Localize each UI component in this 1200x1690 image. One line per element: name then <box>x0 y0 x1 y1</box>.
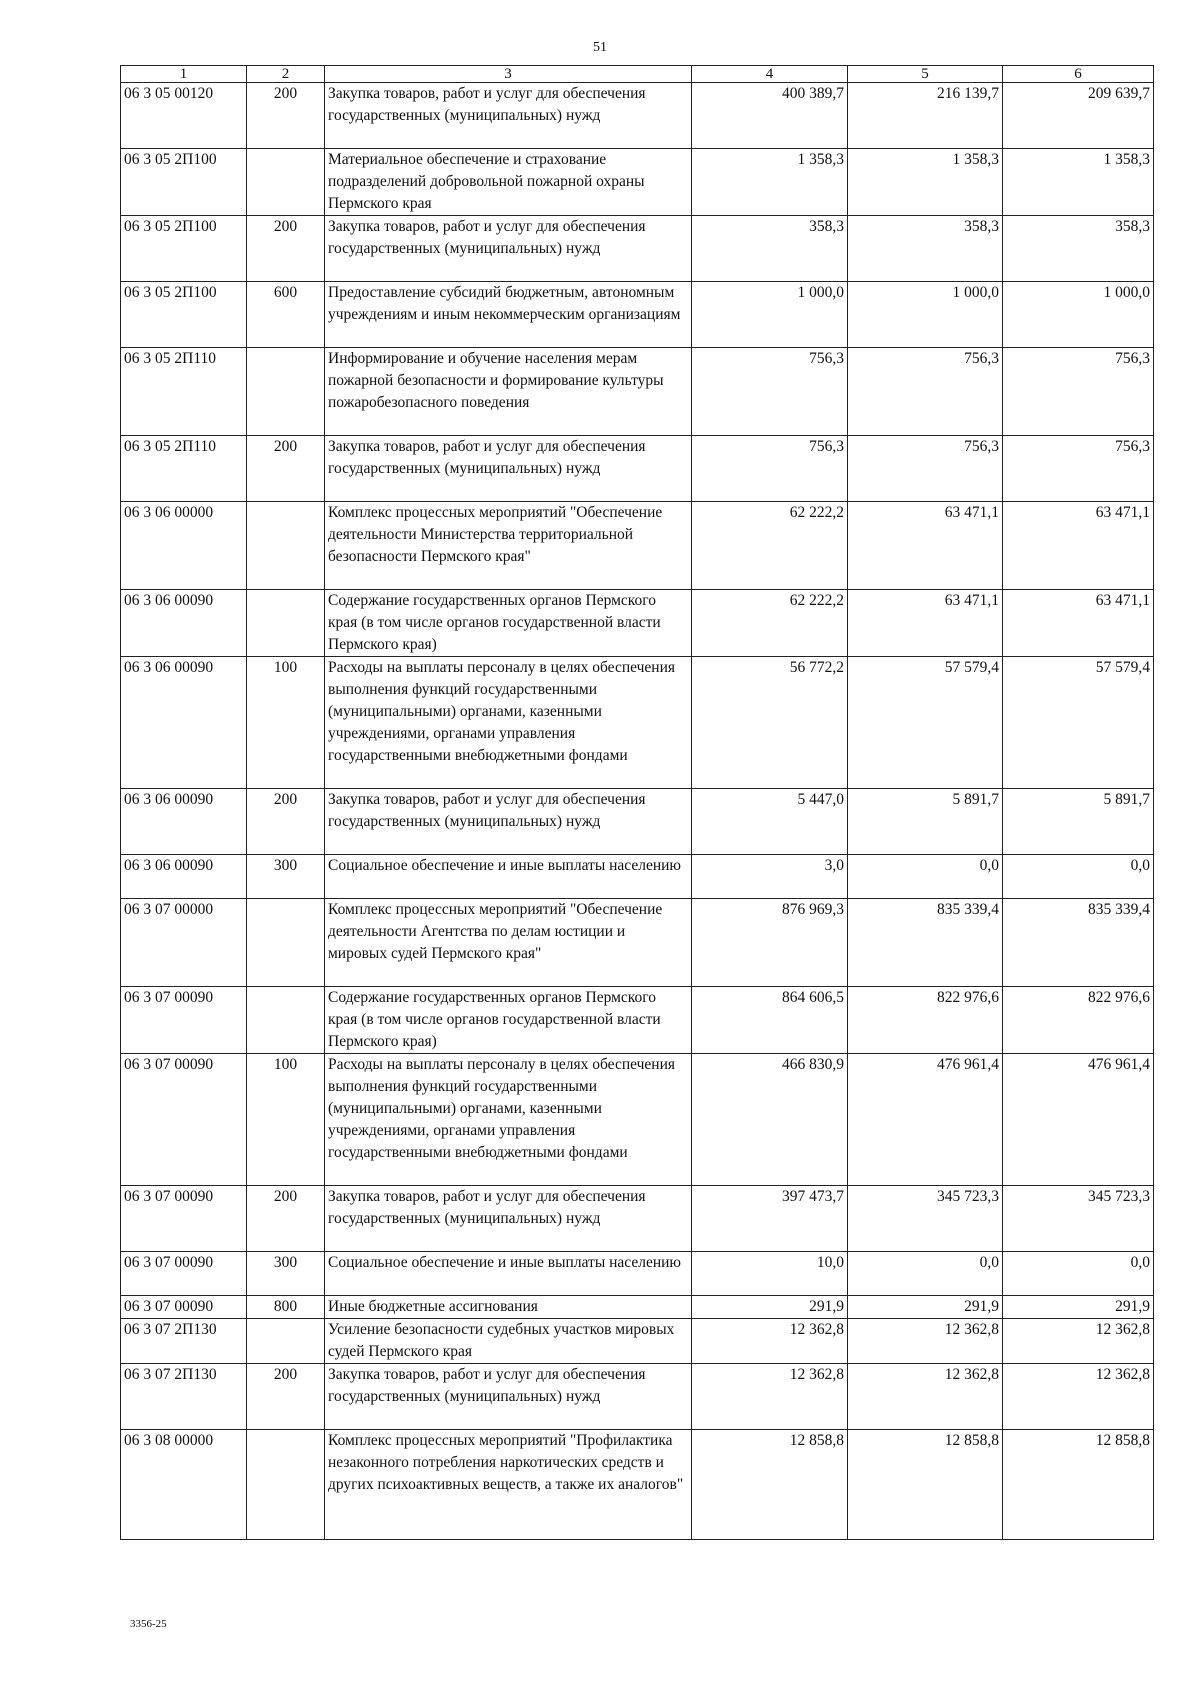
cell-value-5: 0,0 <box>848 1252 1003 1296</box>
cell-value-4: 56 772,2 <box>692 657 848 789</box>
cell-value-6: 756,3 <box>1003 436 1154 502</box>
cell-value-5: 756,3 <box>848 436 1003 502</box>
table-row <box>121 502 1154 590</box>
cell-value-4: 12 858,8 <box>692 1430 848 1540</box>
column-header: 5 <box>848 66 1003 83</box>
cell-code: 06 3 05 00120 <box>121 83 247 149</box>
cell-code: 06 3 06 00090 <box>121 657 247 789</box>
table-row <box>121 1252 1154 1296</box>
cell-value-5: 5 891,7 <box>848 789 1003 855</box>
cell-value-6: 345 723,3 <box>1003 1186 1154 1252</box>
cell-value-6: 291,9 <box>1003 1296 1154 1319</box>
cell-name: Содержание государственных органов Пермского края (в том числе органов государственной власти Пермского края) <box>325 590 692 657</box>
cell-value-6: 1 358,3 <box>1003 149 1154 216</box>
cell-name: Социальное обеспечение и иные выплаты населению <box>325 1252 692 1296</box>
cell-code: 06 3 05 2П110 <box>121 436 247 502</box>
cell-expense-type <box>247 348 325 436</box>
cell-value-5: 63 471,1 <box>848 502 1003 590</box>
cell-value-4: 1 000,0 <box>692 282 848 348</box>
cell-name: Предоставление субсидий бюджетным, автономным учреждениям и иным некоммерческим организациям <box>325 282 692 348</box>
cell-value-4: 10,0 <box>692 1252 848 1296</box>
cell-value-5: 63 471,1 <box>848 590 1003 657</box>
cell-value-4: 864 606,5 <box>692 987 848 1054</box>
column-header: 1 <box>121 66 247 83</box>
cell-value-4: 1 358,3 <box>692 149 848 216</box>
cell-value-5: 756,3 <box>848 348 1003 436</box>
cell-value-5: 12 858,8 <box>848 1430 1003 1540</box>
cell-value-6: 0,0 <box>1003 855 1154 899</box>
cell-expense-type: 100 <box>247 1054 325 1186</box>
cell-expense-type: 100 <box>247 657 325 789</box>
cell-code: 06 3 05 2П110 <box>121 348 247 436</box>
cell-expense-type <box>247 1430 325 1540</box>
table-row <box>121 348 1154 436</box>
cell-name: Расходы на выплаты персоналу в целях обеспечения выполнения функций государственными (муниципальными) органами, казенными учреждениями, органами управления государственными внебюджетными фондами <box>325 657 692 789</box>
table-row <box>121 282 1154 348</box>
cell-value-4: 12 362,8 <box>692 1364 848 1430</box>
cell-expense-type: 200 <box>247 1186 325 1252</box>
cell-code: 06 3 06 00000 <box>121 502 247 590</box>
table-row <box>121 1186 1154 1252</box>
cell-name: Усиление безопасности судебных участков мировых судей Пермского края <box>325 1319 692 1364</box>
cell-value-5: 57 579,4 <box>848 657 1003 789</box>
cell-value-5: 0,0 <box>848 855 1003 899</box>
cell-expense-type <box>247 1319 325 1364</box>
cell-expense-type: 200 <box>247 216 325 282</box>
table-row <box>121 987 1154 1054</box>
cell-value-5: 345 723,3 <box>848 1186 1003 1252</box>
cell-value-6: 63 471,1 <box>1003 502 1154 590</box>
cell-name: Комплекс процессных мероприятий "Профилактика незаконного потребления наркотических средств и других психоактивных веществ, а также их аналогов" <box>325 1430 692 1540</box>
cell-code: 06 3 07 00090 <box>121 1054 247 1186</box>
cell-code: 06 3 06 00090 <box>121 855 247 899</box>
cell-name: Закупка товаров, работ и услуг для обеспечения государственных (муниципальных) нужд <box>325 216 692 282</box>
cell-name: Расходы на выплаты персоналу в целях обеспечения выполнения функций государственными (муниципальными) органами, казенными учреждениями, органами управления государственными внебюджетными фондами <box>325 1054 692 1186</box>
cell-value-4: 291,9 <box>692 1296 848 1319</box>
cell-expense-type: 300 <box>247 855 325 899</box>
cell-name: Закупка товаров, работ и услуг для обеспечения государственных (муниципальных) нужд <box>325 83 692 149</box>
column-header: 3 <box>325 66 692 83</box>
cell-name: Иные бюджетные ассигнования <box>325 1296 692 1319</box>
table-row <box>121 899 1154 987</box>
cell-value-4: 62 222,2 <box>692 502 848 590</box>
cell-expense-type: 200 <box>247 436 325 502</box>
cell-code: 06 3 07 00090 <box>121 1252 247 1296</box>
table-row <box>121 855 1154 899</box>
cell-code: 06 3 07 2П130 <box>121 1364 247 1430</box>
cell-value-6: 63 471,1 <box>1003 590 1154 657</box>
table-row <box>121 657 1154 789</box>
cell-name: Закупка товаров, работ и услуг для обеспечения государственных (муниципальных) нужд <box>325 1364 692 1430</box>
cell-expense-type <box>247 590 325 657</box>
cell-value-5: 291,9 <box>848 1296 1003 1319</box>
cell-value-6: 1 000,0 <box>1003 282 1154 348</box>
cell-value-6: 12 362,8 <box>1003 1319 1154 1364</box>
cell-expense-type: 200 <box>247 789 325 855</box>
cell-code: 06 3 06 00090 <box>121 789 247 855</box>
cell-expense-type <box>247 149 325 216</box>
table-row <box>121 789 1154 855</box>
cell-value-4: 756,3 <box>692 348 848 436</box>
cell-value-4: 466 830,9 <box>692 1054 848 1186</box>
table-row <box>121 1296 1154 1319</box>
cell-name: Закупка товаров, работ и услуг для обеспечения государственных (муниципальных) нужд <box>325 436 692 502</box>
cell-value-6: 5 891,7 <box>1003 789 1154 855</box>
cell-code: 06 3 05 2П100 <box>121 216 247 282</box>
cell-expense-type: 200 <box>247 83 325 149</box>
cell-name: Комплекс процессных мероприятий "Обеспечение деятельности Агентства по делам юстиции и мировых судей Пермского края" <box>325 899 692 987</box>
cell-value-6: 476 961,4 <box>1003 1054 1154 1186</box>
cell-value-6: 209 639,7 <box>1003 83 1154 149</box>
table-row <box>121 216 1154 282</box>
cell-value-4: 397 473,7 <box>692 1186 848 1252</box>
table-row <box>121 1319 1154 1364</box>
document-code: 3356-25 <box>130 1618 167 1630</box>
cell-code: 06 3 07 00090 <box>121 987 247 1054</box>
cell-code: 06 3 08 00000 <box>121 1430 247 1540</box>
table-row <box>121 436 1154 502</box>
cell-name: Материальное обеспечение и страхование подразделений добровольной пожарной охраны Пермского края <box>325 149 692 216</box>
cell-value-5: 1 000,0 <box>848 282 1003 348</box>
cell-name: Социальное обеспечение и иные выплаты населению <box>325 855 692 899</box>
cell-value-5: 216 139,7 <box>848 83 1003 149</box>
cell-code: 06 3 07 00090 <box>121 1296 247 1319</box>
cell-expense-type <box>247 502 325 590</box>
cell-value-4: 12 362,8 <box>692 1319 848 1364</box>
cell-value-4: 3,0 <box>692 855 848 899</box>
cell-code: 06 3 05 2П100 <box>121 149 247 216</box>
table-row <box>121 1054 1154 1186</box>
cell-name: Закупка товаров, работ и услуг для обеспечения государственных (муниципальных) нужд <box>325 1186 692 1252</box>
cell-value-5: 822 976,6 <box>848 987 1003 1054</box>
cell-name: Закупка товаров, работ и услуг для обеспечения государственных (муниципальных) нужд <box>325 789 692 855</box>
cell-code: 06 3 07 00000 <box>121 899 247 987</box>
cell-value-6: 756,3 <box>1003 348 1154 436</box>
cell-value-4: 876 969,3 <box>692 899 848 987</box>
cell-code: 06 3 06 00090 <box>121 590 247 657</box>
table-row <box>121 1364 1154 1430</box>
cell-expense-type: 800 <box>247 1296 325 1319</box>
cell-expense-type: 600 <box>247 282 325 348</box>
budget-table <box>120 65 1154 1540</box>
cell-code: 06 3 07 00090 <box>121 1186 247 1252</box>
cell-value-4: 62 222,2 <box>692 590 848 657</box>
page-number: 51 <box>593 40 607 55</box>
cell-value-6: 822 976,6 <box>1003 987 1154 1054</box>
cell-value-5: 12 362,8 <box>848 1364 1003 1430</box>
table-row <box>121 1430 1154 1540</box>
column-header: 6 <box>1003 66 1154 83</box>
cell-value-6: 0,0 <box>1003 1252 1154 1296</box>
cell-code: 06 3 07 2П130 <box>121 1319 247 1364</box>
cell-value-4: 5 447,0 <box>692 789 848 855</box>
cell-value-5: 358,3 <box>848 216 1003 282</box>
cell-value-4: 756,3 <box>692 436 848 502</box>
cell-code: 06 3 05 2П100 <box>121 282 247 348</box>
cell-name: Комплекс процессных мероприятий "Обеспечение деятельности Министерства территориальной безопасности Пермского края" <box>325 502 692 590</box>
cell-value-5: 1 358,3 <box>848 149 1003 216</box>
cell-expense-type <box>247 987 325 1054</box>
table-body <box>121 83 1154 1540</box>
cell-value-5: 835 339,4 <box>848 899 1003 987</box>
cell-value-6: 12 362,8 <box>1003 1364 1154 1430</box>
table-header-row <box>121 66 1154 83</box>
cell-name: Содержание государственных органов Пермского края (в том числе органов государственной власти Пермского края) <box>325 987 692 1054</box>
table-row <box>121 590 1154 657</box>
cell-name: Информирование и обучение населения мерам пожарной безопасности и формирование культуры пожаробезопасного поведения <box>325 348 692 436</box>
cell-value-5: 476 961,4 <box>848 1054 1003 1186</box>
column-header: 2 <box>247 66 325 83</box>
table-row <box>121 149 1154 216</box>
cell-expense-type: 200 <box>247 1364 325 1430</box>
cell-value-6: 12 858,8 <box>1003 1430 1154 1540</box>
column-header: 4 <box>692 66 848 83</box>
cell-expense-type: 300 <box>247 1252 325 1296</box>
cell-value-6: 358,3 <box>1003 216 1154 282</box>
cell-expense-type <box>247 899 325 987</box>
cell-value-5: 12 362,8 <box>848 1319 1003 1364</box>
cell-value-4: 358,3 <box>692 216 848 282</box>
table-row <box>121 83 1154 149</box>
cell-value-6: 57 579,4 <box>1003 657 1154 789</box>
cell-value-4: 400 389,7 <box>692 83 848 149</box>
cell-value-6: 835 339,4 <box>1003 899 1154 987</box>
